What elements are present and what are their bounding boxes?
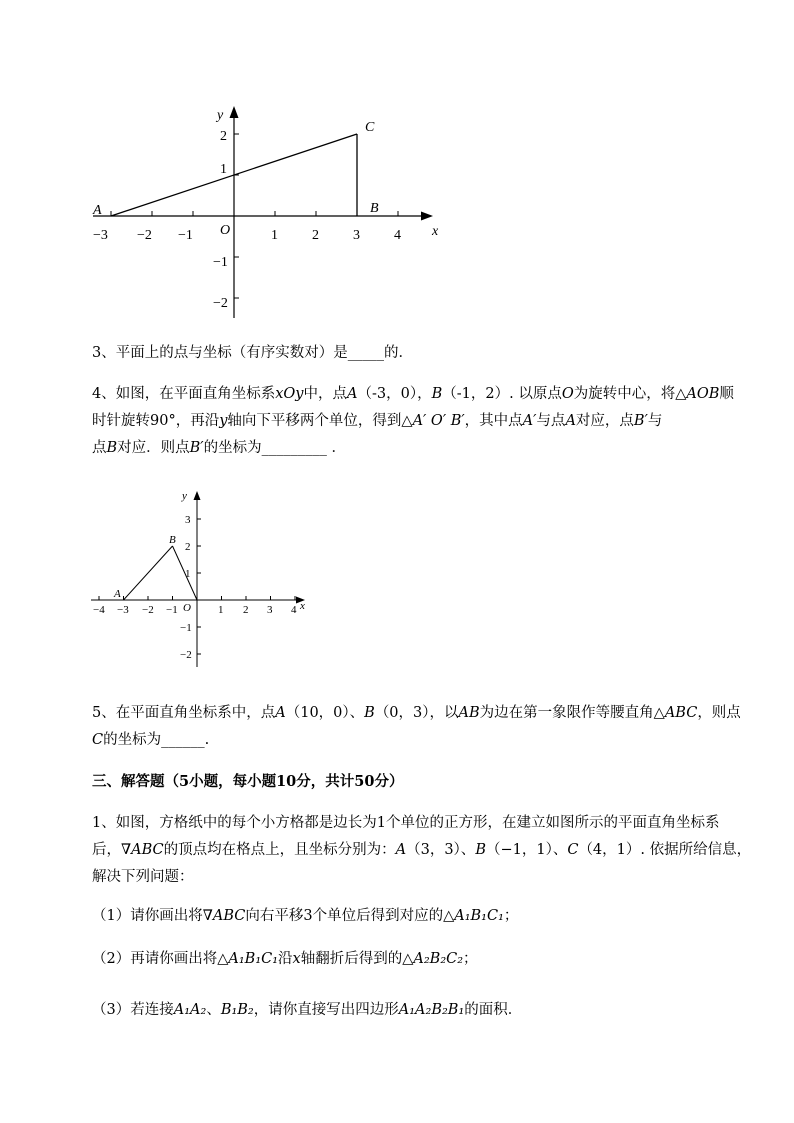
graph-2 <box>85 485 325 675</box>
graph-1 <box>85 100 455 325</box>
question-5-line-1: 5、在平面直角坐标系中，点A（10，0）、B（0，3），以AB为边在第一象限作等腰直角△ABC，则点 <box>92 705 741 721</box>
question-4 <box>92 381 732 462</box>
question-3 <box>92 340 732 367</box>
point-label-a: A <box>114 588 121 600</box>
y-tick-label: −1 <box>213 255 228 270</box>
x-tick-label: −1 <box>166 604 178 616</box>
y-tick-label: 1 <box>185 568 191 580</box>
origin-label: O <box>220 223 231 238</box>
x-tick-label: 1 <box>218 604 224 616</box>
x-tick-label: 2 <box>243 604 249 616</box>
y-tick-label: 2 <box>220 129 227 144</box>
point-label-a: A <box>93 203 102 218</box>
problem-1-line-3: 解决下列问题： <box>92 869 194 885</box>
question-3-text: 3、平面上的点与坐标（有序实数对）是_____的． <box>92 345 413 361</box>
point-label-b: B <box>370 201 379 216</box>
y-axis-arrow <box>230 106 239 118</box>
x-tick-label: −1 <box>178 228 193 243</box>
x-tick-label: 4 <box>394 228 401 243</box>
y-tick-label: −2 <box>213 296 228 311</box>
x-axis-label: x <box>300 600 305 612</box>
x-tick-label: −3 <box>117 604 129 616</box>
y-axis-arrow <box>194 491 201 500</box>
x-axis-arrow <box>421 212 433 221</box>
x-tick-label: 3 <box>353 228 360 243</box>
y-axis-label: y <box>217 108 224 123</box>
y-tick-label: 2 <box>185 541 191 553</box>
problem-1-line-2: 后，∇ABC的顶点均在格点上，且坐标分别为：A（3，3）、B（−1，1）、C（4，1）. 依据所给信息， <box>92 842 752 858</box>
question-5 <box>92 700 741 754</box>
y-tick-label: 3 <box>185 514 191 526</box>
problem-1-sub-3: （3）若连接A₁A₂、B₁B₂，请你直接写出四边形A₁A₂B₂B₁的面积． <box>92 1002 523 1018</box>
segment-ab <box>124 546 173 600</box>
x-axis-label: x <box>432 224 439 239</box>
question-4-line-3: 点B对应．则点B′的坐标为_________ ． <box>92 440 346 456</box>
y-tick-label: −1 <box>180 622 192 634</box>
problem-1-sub-1: （1）请你画出将∇ABC向右平移3个单位后得到对应的△A₁B₁C₁； <box>92 908 519 924</box>
problem-1 <box>92 810 752 891</box>
x-tick-label: −4 <box>93 604 105 616</box>
section-3-title: 三、解答题（5小题，每小题10分，共计50分） <box>92 773 404 790</box>
y-axis-label: y <box>182 490 187 502</box>
x-tick-label: −2 <box>137 228 152 243</box>
x-tick-label: 3 <box>267 604 273 616</box>
y-tick-label: 1 <box>220 162 227 177</box>
point-label-b: B <box>169 534 176 546</box>
x-tick-label: 4 <box>291 604 297 616</box>
x-tick-label: 1 <box>271 228 278 243</box>
problem-1-line-1: 1、如图，方格纸中的每个小方格都是边长为1个单位的正方形，在建立如图所示的平面直角坐标系 <box>92 815 720 831</box>
x-tick-label: −2 <box>142 604 154 616</box>
question-4-line-2: 时针旋转90°，再沿y轴向下平移两个单位，得到△A′ O′ B′，其中点A′与点A对应，点B′与 <box>92 413 663 429</box>
problem-1-sub-2: （2）再请你画出将△A₁B₁C₁沿x轴翻折后得到的△A₂B₂C₂； <box>92 951 478 967</box>
point-label-c: C <box>365 120 375 135</box>
x-tick-label: −3 <box>93 228 108 243</box>
x-tick-label: 2 <box>312 228 319 243</box>
question-5-line-2: C的坐标为______. <box>92 732 210 748</box>
y-tick-label: −2 <box>180 649 192 661</box>
question-4-line-1: 4、如图，在平面直角坐标系xOy中，点A（-3，0），B（-1，2）. 以原点O为旋转中心，将△AOB顺 <box>92 386 734 402</box>
origin-label: O <box>183 602 191 614</box>
